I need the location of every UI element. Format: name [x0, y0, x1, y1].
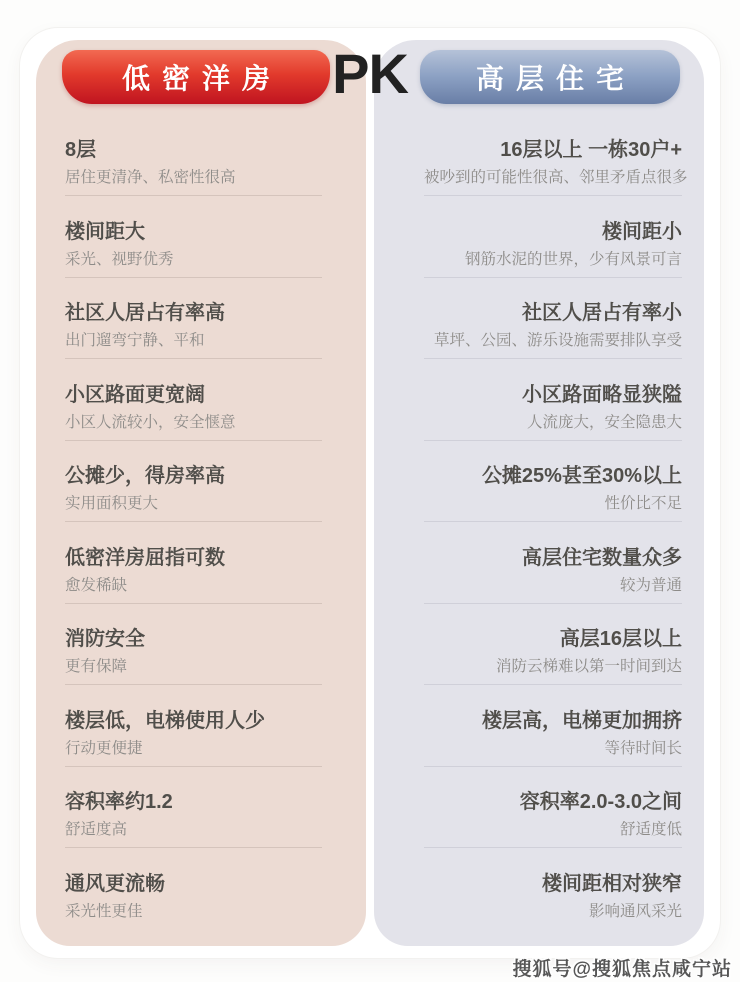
- row-divider: [424, 766, 682, 767]
- row-title: 社区人居占有率高: [65, 302, 225, 324]
- row-title: 楼间距相对狭窄: [542, 872, 682, 895]
- row-desc: 采光、视野优秀: [65, 250, 174, 268]
- row-title: 容积率2.0-3.0之间: [519, 791, 682, 813]
- row-title: 楼层低，电梯使用人少: [65, 709, 265, 732]
- row-desc: 性价比不足: [604, 495, 682, 512]
- left-column-title: 低密洋房: [121, 63, 282, 94]
- row-divider: [424, 358, 682, 359]
- comparison-row: [65, 220, 322, 302]
- right-rows: [424, 138, 688, 953]
- right-column: [374, 40, 704, 946]
- comparison-row: [424, 383, 682, 465]
- row-desc: 舒适度低: [619, 821, 682, 838]
- row-desc: 采光性更佳: [65, 902, 143, 920]
- row-divider: [65, 358, 322, 359]
- row-desc: 出门遛弯宁静、平和: [65, 332, 205, 349]
- comparison-row: [424, 220, 682, 302]
- comparison-row: [65, 383, 322, 465]
- comparison-row: [65, 872, 322, 954]
- row-divider: [65, 847, 322, 848]
- pk-versus-label: PK: [332, 42, 408, 105]
- row-divider: [424, 603, 682, 604]
- row-title: 小区路面更宽阔: [65, 383, 205, 406]
- row-desc: 居住更清净、私密性很高: [65, 169, 236, 186]
- watermark: 搜狐号@搜狐焦点咸宁站: [512, 959, 732, 980]
- comparison-row: [424, 464, 682, 546]
- row-divider: [65, 277, 322, 278]
- comparison-row: [424, 627, 682, 709]
- row-title: 公摊25%甚至30%以上: [481, 465, 682, 487]
- left-rows: [65, 138, 322, 953]
- row-title: 小区路面略显狭隘: [522, 383, 682, 406]
- row-title: 高层16层以上: [559, 628, 682, 650]
- comparison-row: [65, 546, 322, 628]
- row-title: 容积率约1.2: [65, 791, 173, 813]
- row-divider: [65, 766, 322, 767]
- row-desc: 舒适度高: [65, 821, 128, 838]
- row-divider: [424, 440, 682, 441]
- row-divider: [424, 684, 682, 685]
- row-desc: 被吵到的可能性很高、邻里矛盾点很多: [424, 169, 688, 186]
- row-title: 公摊少，得房率高: [65, 465, 225, 487]
- row-divider: [424, 195, 682, 196]
- row-desc: 更有保障: [65, 658, 128, 675]
- comparison-card: [20, 28, 720, 958]
- row-desc: 实用面积更大: [65, 495, 159, 512]
- row-divider: [424, 521, 682, 522]
- row-desc: 行动更便捷: [65, 739, 143, 757]
- comparison-row: [65, 464, 322, 546]
- row-divider: [65, 521, 322, 522]
- comparison-row: [424, 872, 682, 954]
- row-desc: 小区人流较小，安全惬意: [65, 413, 236, 431]
- row-divider: [424, 277, 682, 278]
- row-title: 楼间距大: [65, 220, 145, 243]
- row-divider: [65, 440, 322, 441]
- comparison-row: [424, 301, 682, 383]
- row-desc: 较为普通: [619, 576, 682, 594]
- left-column: [36, 40, 366, 946]
- row-divider: [65, 195, 322, 196]
- row-divider: [424, 847, 682, 848]
- comparison-row: [424, 709, 682, 791]
- row-title: 通风更流畅: [65, 872, 165, 895]
- comparison-row: [65, 790, 322, 872]
- row-desc: 草坪、公园、游乐设施需要排队享受: [433, 332, 682, 349]
- comparison-row: [65, 709, 322, 791]
- row-title: 16层以上 一栋30户+: [500, 139, 682, 161]
- row-title: 社区人居占有率小: [522, 302, 682, 324]
- row-desc: 消防云梯难以第一时间到达: [495, 658, 682, 675]
- comparison-row: [424, 138, 688, 220]
- row-desc: 愈发稀缺: [65, 576, 128, 594]
- row-title: 8层: [65, 139, 97, 161]
- row-title: 楼间距小: [602, 220, 682, 243]
- comparison-row: [65, 627, 322, 709]
- row-divider: [65, 603, 322, 604]
- right-column-title: 高层住宅: [475, 63, 636, 94]
- comparison-row: [424, 546, 682, 628]
- comparison-row: [65, 138, 322, 220]
- row-title: 高层住宅数量众多: [522, 546, 682, 569]
- row-desc: 钢筋水泥的世界，少有风景可言: [464, 250, 682, 268]
- row-title: 消防安全: [65, 628, 145, 650]
- row-divider: [65, 684, 322, 685]
- row-title: 楼层高，电梯更加拥挤: [482, 709, 682, 732]
- row-desc: 影响通风采光: [588, 902, 682, 920]
- row-desc: 等待时间长: [604, 739, 682, 757]
- comparison-row: [65, 301, 322, 383]
- row-title: 低密洋房屈指可数: [65, 546, 225, 569]
- comparison-row: [424, 790, 682, 872]
- row-desc: 人流庞大，安全隐患大: [526, 413, 682, 431]
